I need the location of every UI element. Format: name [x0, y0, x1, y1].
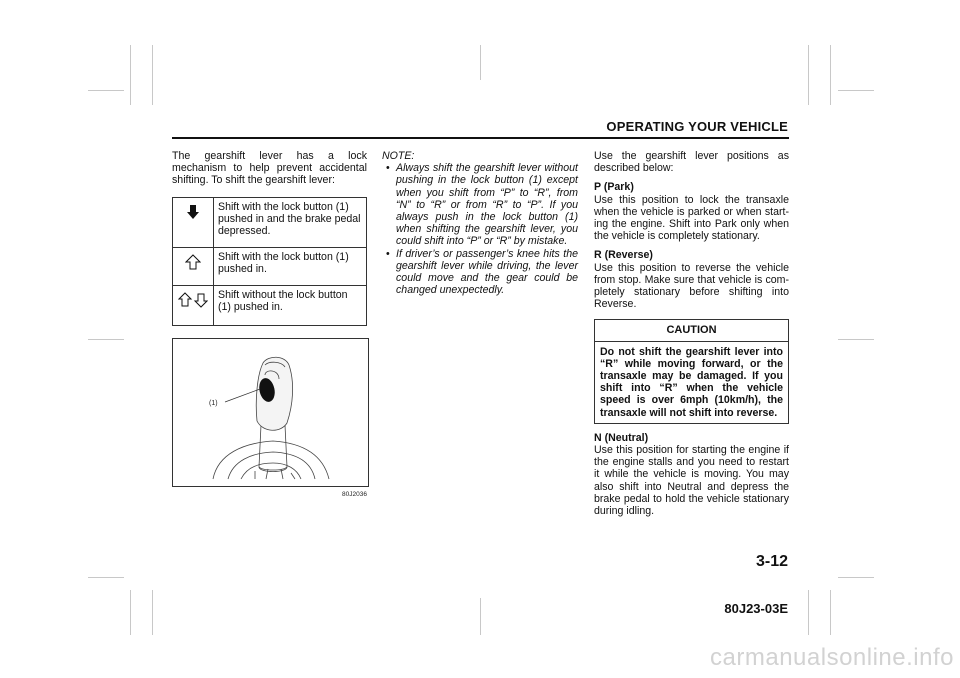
crop-mark [480, 598, 481, 635]
crop-mark [130, 45, 131, 105]
page-number: 3-12 [755, 553, 788, 570]
table-row [173, 197, 367, 247]
crop-mark [130, 590, 131, 635]
table-cell: Shift with the lock button (1) pushed in. [214, 247, 367, 285]
icon-cell [173, 247, 214, 285]
document-code: 80J23-03E [724, 601, 788, 616]
crop-mark [830, 45, 831, 105]
shift-method-table [172, 197, 367, 326]
crop-mark [838, 90, 874, 91]
crop-mark [838, 339, 874, 340]
list-item: • Always shift the gearshift lever without pushing in the lock button (1) except when you shift from “P” to “R”, from “N” to “R” or from “R” to “P”. If you always push in the lock button (1) when shifting the gearshift lever, you could shift into “P” or “R” by mistake. [396, 162, 578, 247]
crop-mark [152, 45, 153, 105]
table-row [173, 285, 367, 325]
park-text: Use this position to lock the transaxle when the vehicle is parked or when start-ing the engine. Shift into Park only when the vehicle is completely stationary. [594, 193, 789, 243]
crop-mark [88, 339, 124, 340]
neutral-text: Use this position for starting the engine if the engine stalls and you need to restart it while the vehicle is moving. You may also shift into Neutral and depress the brake pedal to hold the vehicle stationary during idling. [594, 444, 789, 518]
gearshift-illustration [173, 339, 368, 486]
outline-up-down-arrows-icon [178, 299, 208, 311]
list-item: • If driver’s or passenger’s knee hits the gearshift lever while driving, the lever could move and the gear could be changed unexpectedly. [396, 248, 578, 297]
column-middle [382, 150, 578, 296]
caution-text: Do not shift the gearshift lever into “R” while moving forward, or the transaxle may be damaged. If you shift into “R” when the vehicle speed is over 6mph (10km/h), the transaxle will not shift into reverse. [600, 345, 783, 419]
park-heading: P (Park) [594, 181, 634, 194]
caution-box [594, 319, 789, 423]
crop-mark [808, 590, 809, 635]
neutral-section [594, 432, 789, 517]
crop-mark [838, 577, 874, 578]
crop-mark [152, 590, 153, 635]
icon-cell [173, 285, 214, 325]
positions-intro: Use the gearshift lever positions as described below: [594, 150, 789, 175]
note-list [382, 162, 578, 296]
crop-mark [88, 577, 124, 578]
crop-mark [830, 590, 831, 635]
crop-mark [480, 45, 481, 80]
reverse-section [594, 249, 789, 310]
table-cell: Shift without the lock button (1) pushed in. [214, 285, 367, 325]
callout-label: (1) [209, 399, 218, 407]
section-title: OPERATING YOUR VEHICLE [606, 119, 788, 134]
table-cell: Shift with the lock button (1) pushed in and the brake pedal depressed. [214, 197, 367, 247]
gearshift-figure [172, 338, 369, 487]
column-left [172, 150, 367, 501]
reverse-heading: R (Reverse) [594, 249, 653, 262]
icon-cell [173, 197, 214, 247]
watermark: carmanualsonline.info [710, 644, 954, 671]
intro-paragraph: The gearshift lever has a lock mechanism to help prevent accidental shifting. To shift the gearshift lever: [172, 150, 367, 187]
crop-mark [88, 90, 124, 91]
figure-caption: 80J2036 [342, 490, 367, 498]
note-title: NOTE: [382, 150, 415, 162]
crop-mark [808, 45, 809, 105]
column-right [594, 150, 789, 517]
outline-up-arrow-icon [185, 261, 201, 273]
reverse-text: Use this position to reverse the vehicle from stop. Make sure that vehicle is com-pletely stationary before shifting into Reverse. [594, 261, 789, 311]
caution-title: CAUTION [595, 320, 788, 341]
filled-down-arrow-icon [186, 211, 200, 223]
neutral-heading: N (Neutral) [594, 431, 649, 444]
table-row [173, 247, 367, 285]
park-section [594, 181, 789, 242]
header-rule [172, 137, 789, 139]
